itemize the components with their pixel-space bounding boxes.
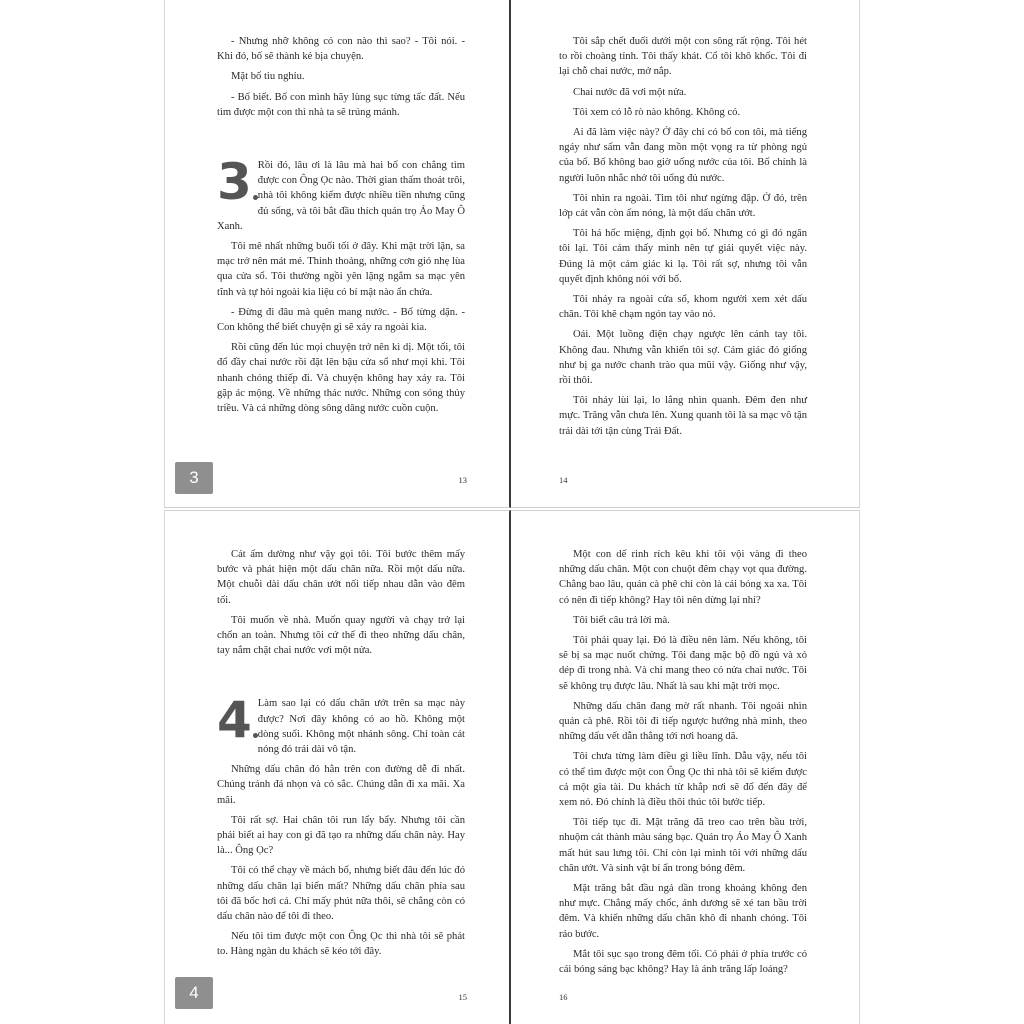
book-spread-2: [0, 510, 1024, 1024]
paragraph: Nếu tôi tìm được một con Ông Ọc thì nhà tôi sẽ phát to. Hàng ngàn du khách sẽ kéo tới đây.: [217, 931, 465, 958]
paragraph: Mắt tôi sục sạo trong đêm tối. Có phải ở phía trước có cái bóng sáng bạc không? Hay là ánh trăng lấp loáng?: [559, 948, 807, 976]
paragraph: Tôi phải quay lại. Đó là điều nên làm. Nếu không, tôi sẽ bị sa mạc nuốt chửng. Tôi đang mặc bộ đồ ngủ và xỏ dép đi trong nhà. Và chỉ mang theo có nửa chai nước. Tôi sẽ không trụ được lâu. Nhất là sau khi mặt trời mọc.: [559, 635, 807, 692]
paragraph: Tôi mê nhất những buổi tối ở đây. Khi mặt trời lặn, sa mạc trở nên mát mẻ. Thỉnh thoảng, những cơn gió nhẹ lùa qua cửa sổ. Tôi thường ngồi yên lặng ngắm sa mạc yên tĩnh và tự hỏi ngoài kia liệu có bí mật nào ẩn chứa.: [217, 241, 465, 298]
page-text: [217, 34, 465, 421]
paragraph: Tôi rất sợ. Hai chân tôi run lẩy bẩy. Nhưng tôi cần phải biết ai hay con gì đã tạo ra những dấu chân này. Hay là... Ông Ọc?: [217, 814, 465, 857]
page-number: 14: [559, 475, 568, 485]
paragraph: Tôi sắp chết đuối dưới một con sông rất rộng. Tôi hét to rồi choàng tỉnh. Tôi thấy khát. Cổ tôi khô khốc. Tôi đi lại chỗ chai nước, mở nắp.: [559, 36, 807, 78]
page-text: [559, 34, 807, 444]
image-index-badge: 4: [175, 977, 213, 1009]
page-number: 16: [559, 992, 568, 1002]
paragraph: Tôi muốn về nhà. Muốn quay người và chạy trở lại chốn an toàn. Nhưng tôi cứ thế đi theo những dấu chân, tay nắm chặt chai nước vơi một nửa.: [217, 614, 465, 657]
paragraph: Tôi nhìn ra ngoài. Tim tôi như ngừng đập. Ở đó, trên lớp cát vẫn còn ấm nóng, là một dấu chân ướt.: [559, 192, 807, 220]
page-13: [164, 0, 511, 508]
paragraph: Những dấu chân đó hằn trên con đường dễ đi nhất. Chúng tránh đá nhọn và cỏ sắc. Chúng dẫn đi xa mãi. Xa mãi.: [217, 764, 465, 806]
chapter-number: 3: [217, 160, 252, 204]
paragraph: Mặt bố tiu nghỉu.: [231, 71, 305, 83]
paragraph: Tôi biết câu trả lời mà.: [573, 614, 670, 626]
paragraph: Tôi há hốc miệng, định gọi bố. Nhưng có gì đó ngăn tôi lại. Tôi cảm thấy mình nên tự giải quyết việc này. Đúng là một cảm giác kì lạ. Tôi rất sợ, nhưng tôi vẫn quyết định không nói với bố.: [559, 228, 807, 285]
paragraph: - Đừng đi đâu mà quên mang nước. - Bố từng dặn. - Con không thể biết chuyện gì sẽ xảy ra ngoài kia.: [217, 306, 465, 334]
paragraph: Tôi nhảy lùi lại, lo lắng nhìn quanh. Đêm đen như mực. Trăng vẫn chưa lên. Xung quanh tôi là sa mạc vô tận trải dài tới tận cùng Trái Đất.: [559, 395, 807, 437]
paragraph: - Nhưng nhỡ không có con nào thì sao? - Tôi nói. - Khi đó, bố sẽ thành kẻ bịa chuyện.: [217, 36, 465, 63]
paragraph: Tôi nhảy ra ngoài cửa sổ, khom người xem xét dấu chân. Tôi khẽ chạm ngón tay vào nó.: [559, 294, 807, 321]
chapter-opening: [217, 691, 465, 757]
page-16: [511, 510, 860, 1024]
paragraph: Ai đã làm việc này? Ở đây chỉ có bố con tôi, mà tiếng ngáy như sấm vẫn đang mồn một vọng ra từ phòng ngủ của bố. Bố không bao giờ uống nước của tôi. Bố chính là người luôn nhắc nhở tôi uống đủ nước.: [559, 127, 807, 184]
page-number: 13: [458, 475, 467, 485]
image-index-badge: 3: [175, 462, 213, 494]
paragraph: Tôi xem có lỗ rò nào không. Không có.: [573, 106, 741, 118]
paragraph: - Bố biết. Bố con mình hãy lùng sục từng tấc đất. Nếu tìm được một con thì nhà ta sẽ trúng mánh.: [217, 91, 465, 118]
paragraph: Oái. Một luồng điện chạy ngược lên cánh tay tôi. Không đau. Nhưng vẫn khiến tôi sợ. Cảm giác đó giống như bị ga nước chanh trào qua mũi vậy. Giống như vậy, rồi thôi.: [559, 329, 807, 387]
paragraph: Một con dế rinh rích kêu khi tôi vội vàng đi theo những dấu chân. Một con chuột đêm chạy vọt qua đường. Chẳng bao lâu, quán cà phê chỉ còn là cái bóng xa xa. Tôi có nên đi tiếp không? Hay tôi nên dừng lại nhỉ?: [559, 549, 807, 606]
paragraph: Cát ấm dường như vậy gọi tôi. Tôi bước thêm mấy bước và phát hiện một dấu chân nữa. Rồi một dấu nữa. Một chuỗi dài dấu chân ướt nối tiếp nhau dẫn vào đêm tối.: [217, 549, 465, 606]
page-14: [511, 0, 860, 508]
paragraph: Tôi có thể chạy về mách bố, nhưng biết đâu đến lúc đó những dấu chân lại biến mất? Những dấu chân phía sau tôi đã bốc hơi cả. Chỉ mấy phút nữa thôi, sẽ chẳng còn có dấu chân nào để tôi đi theo.: [217, 865, 465, 923]
paragraph: Tôi tiếp tục đi. Mặt trăng đã treo cao trên bầu trời, nhuộm cát thành màu sáng bạc. Quán trọ Áo May Ô Xanh mất hút sau lưng tôi. Chỉ còn lại mình tôi với những dấu chân ướt. Và sinh vật bí ẩn trong bóng đêm.: [559, 817, 807, 874]
book-spread-1: [0, 0, 1024, 508]
paragraph: Rồi cũng đến lúc mọi chuyện trở nên kì dị. Một tối, tôi đổ đầy chai nước rồi đặt lên bậu cửa sổ như mọi khi. Tôi nhanh chóng thiếp đi. Và chuyện không hay xảy ra. Tôi gặp ác mộng. Về những thác nước. Những con sóng thủy triều. Và cả những dòng sông dâng nước cuồn cuộn.: [217, 342, 465, 415]
paragraph: Những dấu chân đang mờ rất nhanh. Tôi ngoái nhìn quán cà phê. Rồi tôi đi tiếp ngược hướng nhà mình, theo những dấu vết dẫn thẳng tới nơi hoang dã.: [559, 700, 807, 743]
chapter-first-paragraph: Rồi đó, lâu ơi là lâu mà hai bố con chẳng tìm được con Ông Ọc nào. Thời gian thấm thoát trôi, nhà tôi không kiếm được nhiều tiền nhưng cũng đủ sống, và tôi bắt đầu thích quán trọ Áo May Ô Xanh.: [217, 160, 465, 232]
page-text: [559, 547, 807, 982]
chapter-opening: [217, 153, 465, 234]
paragraph: Tôi chưa từng làm điều gì liều lĩnh. Dẫu vậy, nếu tôi có thể tìm được một con Ông Ọc thì nhà tôi sẽ kiếm được cả một gia tài. Du khách từ khắp nơi sẽ đổ đến đây để xem nó. Đó chính là điều thôi thúc tôi bước tiếp.: [559, 751, 807, 809]
page-15: [164, 510, 511, 1024]
paragraph: Chai nước đã vơi một nửa.: [573, 86, 687, 98]
paragraph: Mặt trăng bắt đầu ngả dần trong khoảng không đen như mực. Chẳng mấy chốc, ánh dương sẽ xé tan bầu trời đêm. Và khiến những dấu chân khô đi nhanh chóng. Tôi rảo bước.: [559, 883, 807, 940]
chapter-first-paragraph: Làm sao lại có dấu chân ướt trên sa mạc này được? Nơi đây không có ao hồ. Không một dòng suối. Không một nhánh sông. Chỉ toàn cát nóng đỏ trải dài vô tận.: [257, 698, 465, 756]
page-number: 15: [458, 992, 467, 1002]
page-text: [217, 547, 465, 965]
chapter-number: 4: [217, 698, 252, 742]
